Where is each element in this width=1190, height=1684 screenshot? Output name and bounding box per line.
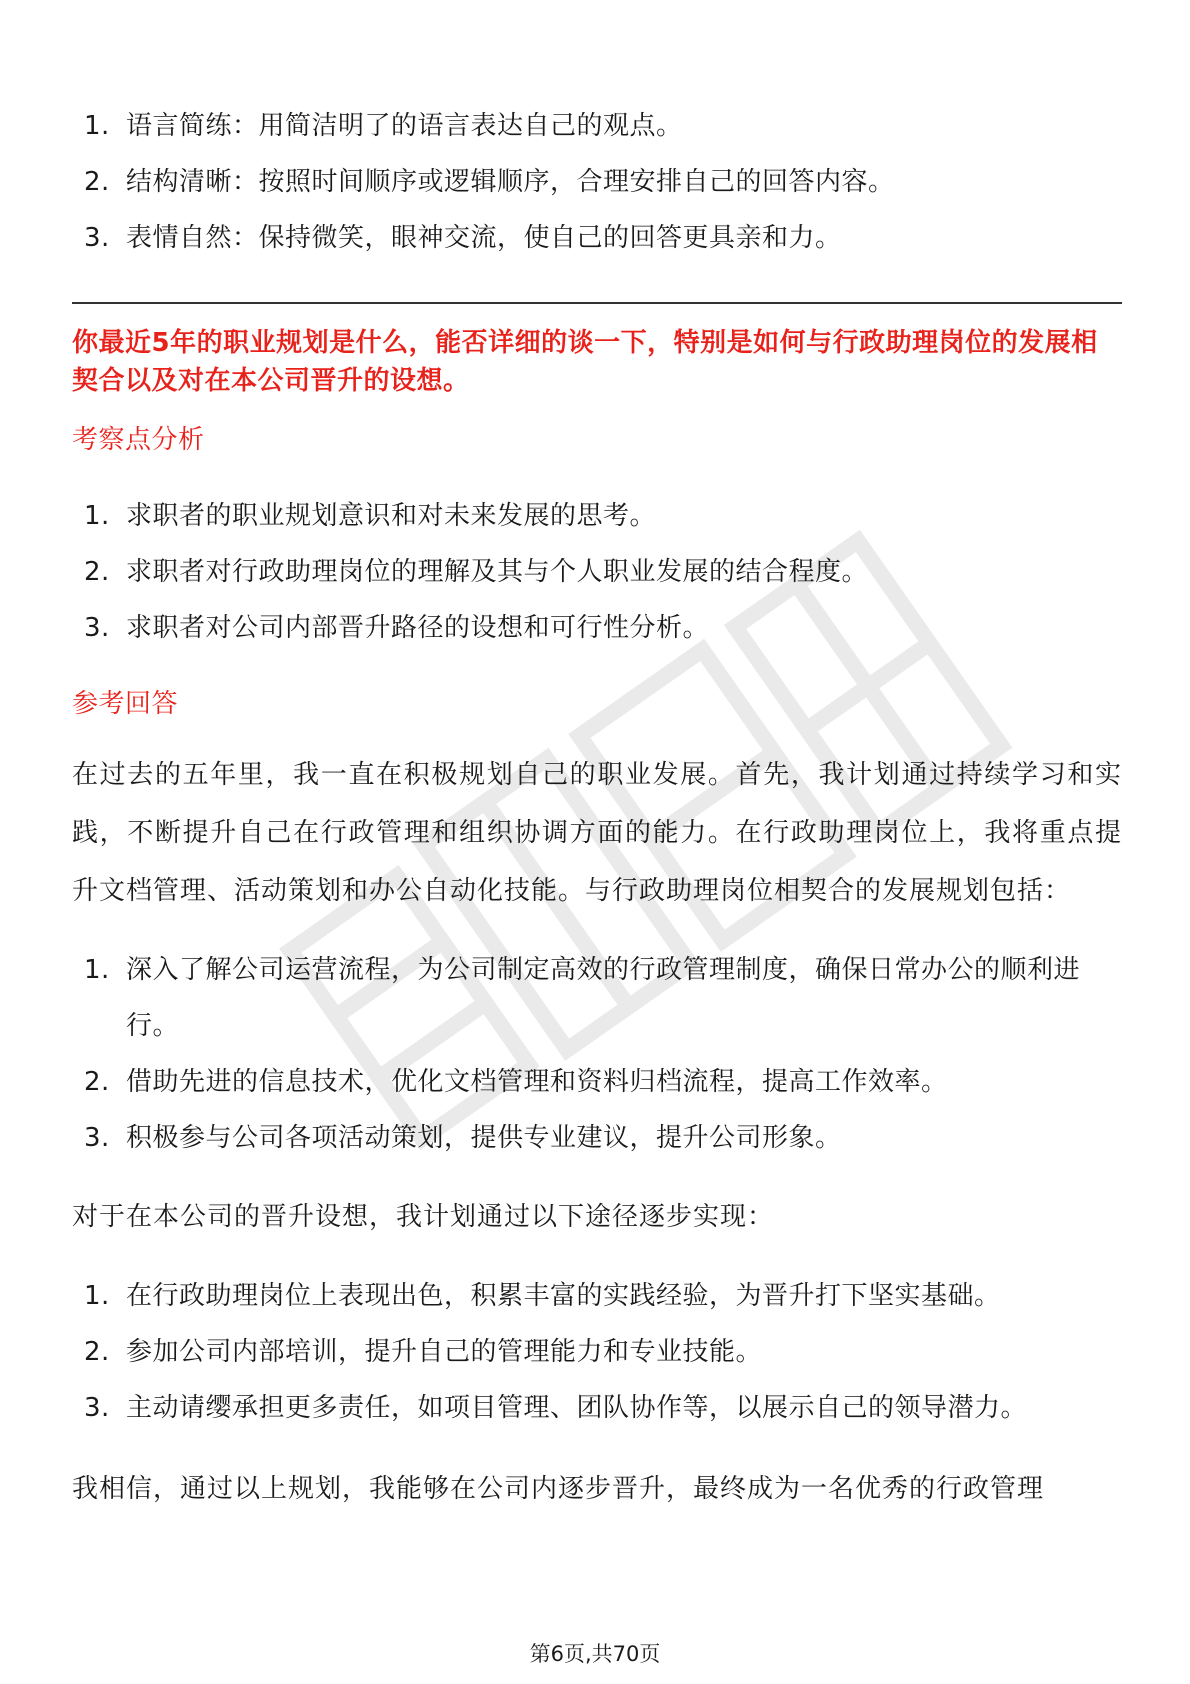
list-item: 2. 求职者对行政助理岗位的理解及其与个人职业发展的结合程度。 — [84, 557, 869, 587]
promotion-intro: 对于在本公司的晋升设想，我计划通过以下途径逐步实现： — [72, 1202, 775, 1232]
list-item: 3. 表情自然：保持微笑，眼神交流，使自己的回答更具亲和力。 — [84, 223, 842, 253]
analysis-list — [72, 488, 1122, 656]
list-item-text: 结构清晰：按照时间顺序或逻辑顺序，合理安排自己的回答内容。 — [126, 167, 895, 197]
list-item-text: 参加公司内部培训，提升自己的管理能力和专业技能。 — [126, 1337, 763, 1367]
list-item: 1. 深入了解公司运营流程，为公司制定高效的行政管理制度，确保日常办公的顺利进行。 — [84, 955, 1081, 1041]
list-item-text: 求职者对公司内部晋升路径的设想和可行性分析。 — [126, 613, 710, 643]
list-item: 2. 参加公司内部培训，提升自己的管理能力和专业技能。 — [84, 1337, 763, 1367]
plan-list — [72, 942, 1122, 1166]
closing-paragraph: 我相信，通过以上规划，我能够在公司内逐步晋升，最终成为一名优秀的行政管理 — [72, 1474, 1045, 1504]
list-item: 1. 求职者的职业规划意识和对未来发展的思考。 — [84, 501, 657, 531]
list-item-text: 表情自然：保持微笑，眼神交流，使自己的回答更具亲和力。 — [126, 223, 842, 253]
list-item-text: 语言简练：用简洁明了的语言表达自己的观点。 — [126, 111, 683, 141]
analysis-heading: 考察点分析 — [72, 425, 205, 455]
list-item: 2. 结构清晰：按照时间顺序或逻辑顺序，合理安排自己的回答内容。 — [84, 167, 895, 197]
list-item: 1. 语言简练：用简洁明了的语言表达自己的观点。 — [84, 111, 683, 141]
list-item-text: 深入了解公司运营流程，为公司制定高效的行政管理制度，确保日常办公的顺利进行。 — [126, 955, 1081, 1041]
answer-heading: 参考回答 — [72, 689, 179, 719]
list-item-text: 积极参与公司各项活动策划，提供专业建议，提升公司形象。 — [126, 1123, 842, 1153]
list-item: 3. 积极参与公司各项活动策划，提供专业建议，提升公司形象。 — [84, 1123, 842, 1153]
list-item-text: 在行政助理岗位上表现出色，积累丰富的实践经验，为晋升打下坚实基础。 — [126, 1281, 1001, 1311]
list-item-text: 借助先进的信息技术，优化文档管理和资料归档流程，提高工作效率。 — [126, 1067, 948, 1097]
list-item-text: 主动请缨承担更多责任，如项目管理、团队协作等，以展示自己的领导潜力。 — [126, 1393, 1028, 1423]
list-item: 3. 求职者对公司内部晋升路径的设想和可行性分析。 — [84, 613, 710, 643]
promotion-list — [72, 1268, 1122, 1436]
list-item-text: 求职者的职业规划意识和对未来发展的思考。 — [126, 501, 657, 531]
list-item: 2. 借助先进的信息技术，优化文档管理和资料归档流程，提高工作效率。 — [84, 1067, 948, 1097]
section-divider — [72, 302, 1122, 304]
tips-list — [72, 98, 1122, 266]
answer-intro: 在过去的五年里，我一直在积极规划自己的职业发展。首先，我计划通过持续学习和实践，不断提升自己在行政管理和组织协调方面的能力。在行政助理岗位上，我将重点提升文档管理、活动策划和办公自动化技能。与行政助理岗位相契合的发展规划包括： — [72, 760, 1122, 906]
list-item: 1. 在行政助理岗位上表现出色，积累丰富的实践经验，为晋升打下坚实基础。 — [84, 1281, 1001, 1311]
page-number-footer: 第6页,共70页 — [529, 1642, 661, 1666]
list-item-text: 求职者对行政助理岗位的理解及其与个人职业发展的结合程度。 — [126, 557, 869, 587]
list-item: 3. 主动请缨承担更多责任，如项目管理、团队协作等，以展示自己的领导潜力。 — [84, 1393, 1028, 1423]
page-content — [72, 98, 1122, 1518]
question-title: 你最近5年的职业规划是什么，能否详细的谈一下，特别是如何与行政助理岗位的发展相契合以及对在本公司晋升的设想。 — [72, 328, 1098, 396]
